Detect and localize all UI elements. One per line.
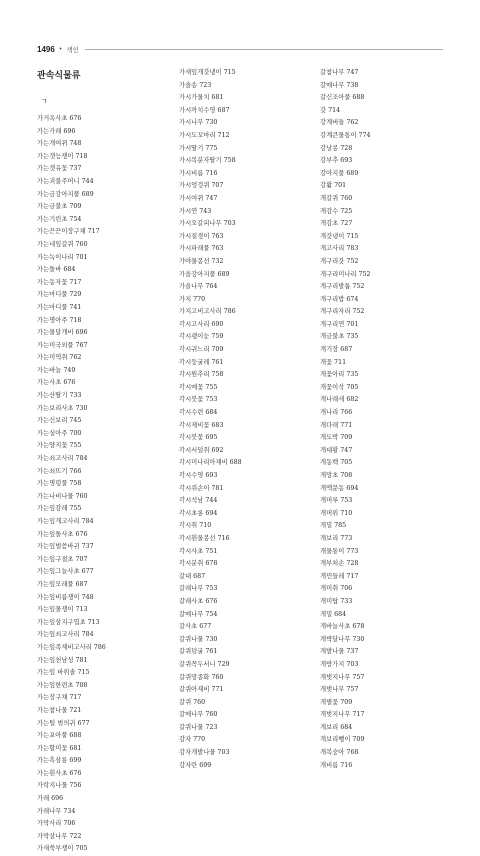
index-entry: 가을강아지풀 689 bbox=[179, 270, 230, 278]
index-entry: 가는잎쇠고사리 784 bbox=[37, 631, 94, 639]
index-entry: 개꽃아리 735 bbox=[320, 371, 359, 379]
index-entry: 개도박 709 bbox=[320, 434, 353, 442]
index-column-3 bbox=[320, 67, 371, 772]
index-entry: 개보리 684 bbox=[320, 723, 353, 731]
index-entry: 가는털 범의귀 677 bbox=[37, 719, 90, 727]
index-entry: 가는개여뀌 748 bbox=[37, 140, 82, 148]
index-entry: 가거옥사초 676 bbox=[37, 115, 82, 122]
index-entry: 가락지나물 756 bbox=[37, 782, 82, 790]
index-entry: 가는잎감래 755 bbox=[37, 505, 82, 513]
index-entry: 개망초 708 bbox=[320, 472, 353, 479]
index-entry: 갈래나무 753 bbox=[179, 585, 218, 593]
index-column-1 bbox=[37, 113, 106, 856]
index-entry: 가지 770 bbox=[179, 295, 206, 303]
index-entry: 개다래 771 bbox=[320, 421, 353, 429]
index-entry: 각시괭이눈 759 bbox=[179, 333, 224, 341]
index-entry: 각시분취 678 bbox=[179, 560, 218, 568]
index-entry: 가는녹이나리 701 bbox=[37, 253, 88, 261]
index-entry: 갈래사초 676 bbox=[179, 597, 218, 605]
index-entry: 개구리갓 752 bbox=[320, 257, 359, 265]
header-bullet: • bbox=[58, 45, 63, 53]
index-entry: 감자개발나물 703 bbox=[179, 749, 230, 757]
index-entry: 갈퀴 760 bbox=[179, 698, 206, 706]
index-entry: 개고사리 783 bbox=[320, 245, 359, 253]
index-entry: 개기장 687 bbox=[320, 346, 353, 354]
index-entry: 가시딸기 775 bbox=[179, 144, 218, 152]
index-entry: 감자란 699 bbox=[179, 761, 212, 769]
index-entry: 개꽃 711 bbox=[320, 358, 347, 366]
index-entry: 갓 714 bbox=[320, 106, 341, 114]
index-entry: 각시원추리 758 bbox=[179, 371, 224, 379]
index-entry: 가는미국외풀 767 bbox=[37, 341, 88, 349]
index-entry: 가는사초 676 bbox=[37, 379, 76, 387]
index-entry: 각시초롱 694 bbox=[179, 509, 218, 517]
index-entry: 각시사초 751 bbox=[179, 547, 218, 555]
index-entry: 갈퀴꼭두서니 729 bbox=[179, 660, 230, 668]
index-entry: 개바늘사초 678 bbox=[320, 623, 365, 631]
section-name: 색인 bbox=[66, 45, 79, 54]
index-entry: 갈매나무 738 bbox=[320, 81, 359, 89]
index-entry: 가는나비나물 760 bbox=[37, 492, 88, 500]
index-entry: 가는쇠뜨기 766 bbox=[37, 467, 82, 475]
index-entry: 가는기린초 754 bbox=[37, 215, 82, 223]
index-entry: 가는금불초 709 bbox=[37, 203, 82, 211]
index-entry: 각시수영 693 bbox=[179, 472, 218, 479]
index-entry: 개보리뺑이 709 bbox=[320, 736, 365, 744]
index-entry: 개발나물 737 bbox=[320, 648, 359, 656]
index-entry: 각시수련 684 bbox=[179, 409, 218, 417]
index-entry: 가는잎족제비고사리 786 bbox=[37, 643, 106, 651]
index-entry: 가는동자꽃 717 bbox=[37, 278, 82, 286]
index-entry: 가시나무 730 bbox=[179, 119, 218, 127]
index-entry: 가는산딸기 733 bbox=[37, 392, 82, 400]
index-entry: 가시까치수영 687 bbox=[179, 106, 230, 114]
index-entry: 개구리발톱 752 bbox=[320, 283, 365, 291]
index-entry: 각시제비꽃 683 bbox=[179, 421, 224, 429]
index-entry: 가시가물치 681 bbox=[179, 94, 224, 102]
index-entry: 강부추 693 bbox=[320, 157, 353, 165]
index-entry: 가솔송 723 bbox=[179, 81, 212, 89]
index-entry: 가는쇠고사리 784 bbox=[37, 455, 88, 463]
index-entry: 개나리 766 bbox=[320, 409, 353, 417]
index-entry: 개복숭아 768 bbox=[320, 749, 359, 757]
index-entry: 가래 696 bbox=[37, 795, 64, 803]
index-entry: 가막살나무 722 bbox=[37, 832, 82, 840]
index-entry: 가새쑥부쟁이 705 bbox=[37, 845, 88, 853]
index-entry: 개민들레 717 bbox=[320, 572, 359, 580]
index-title: 관속식물류 bbox=[37, 71, 81, 81]
index-entry: 각시귀느리 709 bbox=[179, 346, 224, 354]
index-entry: 가는끈끈이장구채 717 bbox=[37, 228, 100, 236]
index-entry: 가는잎물쟁이 713 bbox=[37, 606, 88, 614]
index-entry: 가는신보리 745 bbox=[37, 417, 82, 425]
index-entry: 가는물달개비 696 bbox=[37, 329, 88, 337]
index-entry: 가시비름 716 bbox=[179, 169, 218, 177]
index-entry: 개갈퀴 760 bbox=[320, 194, 353, 202]
index-entry: 강활 701 bbox=[320, 182, 347, 190]
index-entry: 가시연 743 bbox=[179, 207, 212, 215]
index-entry: 가는포아풀 688 bbox=[37, 732, 82, 740]
index-entry: 각시붓꽃 695 bbox=[179, 434, 218, 442]
index-entry: 개구리밥 674 bbox=[320, 295, 359, 303]
index-entry: 가는바늘 749 bbox=[37, 366, 76, 374]
index-entry: 개감수 725 bbox=[320, 207, 353, 215]
index-entry: 각시석남 744 bbox=[179, 497, 218, 505]
index-entry: 강아지풀 689 bbox=[320, 169, 359, 177]
index-entry: 개구리자리 752 bbox=[320, 308, 365, 316]
index-entry: 가는괴불주머니 744 bbox=[37, 177, 94, 185]
index-entry: 갈신조아풀 688 bbox=[320, 94, 365, 102]
index-entry: 가는잎삼지구엽초 713 bbox=[37, 618, 100, 626]
index-entry: 가는명령풀 758 bbox=[37, 480, 82, 488]
index-entry: 갈퀴망종화 760 bbox=[179, 673, 224, 681]
index-entry: 각시서덜취 692 bbox=[179, 446, 224, 454]
index-entry: 가는금강아지풀 689 bbox=[37, 190, 94, 198]
section-letter: ㄱ bbox=[40, 97, 48, 106]
index-entry: 가래나무 734 bbox=[37, 807, 76, 815]
index-entry: 개물통이 773 bbox=[320, 547, 359, 555]
index-entry: 개보리 773 bbox=[320, 534, 353, 542]
index-entry: 가야물봉선 732 bbox=[179, 257, 224, 265]
index-entry: 가시여뀌 747 bbox=[179, 194, 218, 202]
index-entry: 개나래새 682 bbox=[320, 396, 359, 404]
index-entry: 각시붓꽃 753 bbox=[179, 396, 218, 404]
index-entry: 가는양지꽃 755 bbox=[37, 442, 82, 450]
index-entry: 가는장구채 717 bbox=[37, 694, 82, 702]
index-entry: 갈사초 677 bbox=[179, 623, 212, 631]
index-entry: 각시취 710 bbox=[179, 522, 212, 530]
index-entry: 개맥문동 694 bbox=[320, 484, 359, 492]
index-entry: 가는실아주 700 bbox=[37, 429, 82, 437]
index-entry: 개벚나무 757 bbox=[320, 686, 359, 694]
index-entry: 가는명아주 718 bbox=[37, 316, 82, 324]
index-entry: 각시둥굴레 761 bbox=[179, 358, 224, 366]
index-entry: 개별꽃 709 bbox=[320, 698, 353, 706]
index-entry: 가시복분자딸기 758 bbox=[179, 157, 236, 165]
index-entry: 가는돌바 684 bbox=[37, 266, 76, 274]
index-entry: 갈매나무 754 bbox=[179, 610, 218, 618]
index-entry: 가는미역취 762 bbox=[37, 354, 82, 362]
index-entry: 가시질경이 763 bbox=[179, 232, 224, 240]
index-entry: 가는참나물 721 bbox=[37, 706, 82, 714]
index-entry: 각시쥐손이 781 bbox=[179, 484, 224, 492]
index-column-2 bbox=[179, 67, 242, 772]
index-entry: 갈대 687 bbox=[179, 572, 206, 580]
index-entry: 가는마디풀 729 bbox=[37, 291, 82, 299]
index-entry: 개벚지나무 717 bbox=[320, 711, 365, 719]
index-entry: 가는잎개고사리 784 bbox=[37, 518, 94, 525]
index-entry: 개금불초 735 bbox=[320, 333, 359, 341]
index-entry: 가는잎비름쟁이 748 bbox=[37, 593, 94, 601]
page-header bbox=[37, 43, 443, 55]
index-entry: 가는보리사초 730 bbox=[37, 404, 88, 412]
index-entry: 가는갯유꽃 737 bbox=[37, 165, 82, 173]
index-entry: 개박달나무 730 bbox=[320, 635, 365, 643]
index-entry: 가는마디풀 741 bbox=[37, 303, 82, 311]
index-entry: 개동백 705 bbox=[320, 459, 353, 467]
index-entry: 개밀 684 bbox=[320, 610, 347, 618]
index-entry: 개머위 710 bbox=[320, 509, 353, 517]
index-entry: 가는잎구절초 707 bbox=[37, 555, 88, 563]
index-entry: 개방가지 703 bbox=[320, 660, 359, 668]
index-entry: 개꽃이삭 705 bbox=[320, 383, 359, 391]
index-entry: 가는잎돌사초 676 bbox=[37, 530, 88, 538]
index-entry: 갈퀴아재비 771 bbox=[179, 686, 224, 694]
index-entry: 가는잎모래풀 687 bbox=[37, 580, 88, 588]
index-entry: 개부처손 728 bbox=[320, 560, 359, 568]
page-number: 1496 bbox=[37, 44, 55, 54]
index-entry: 가는네잎갈퀴 760 bbox=[37, 240, 88, 248]
index-entry: 개구리미나리 752 bbox=[320, 270, 371, 278]
index-entry: 가막사리 706 bbox=[37, 820, 76, 828]
index-entry: 가지고비고사리 786 bbox=[179, 308, 236, 316]
index-entry: 가는흑삼릉 699 bbox=[37, 757, 82, 765]
index-entry: 개대황 747 bbox=[320, 446, 353, 454]
index-entry: 감자 770 bbox=[179, 736, 206, 744]
index-entry: 개비름 716 bbox=[320, 761, 353, 769]
index-entry: 갈매나무 760 bbox=[179, 711, 218, 719]
index-entry: 가시파래풀 763 bbox=[179, 245, 224, 253]
index-entry: 각시흰물봉선 716 bbox=[179, 534, 230, 542]
index-entry: 개미취 706 bbox=[320, 585, 353, 593]
index-entry: 가시오갈피나무 703 bbox=[179, 220, 236, 228]
index-entry: 개밀 785 bbox=[320, 522, 347, 530]
index-entry: 갈참나무 747 bbox=[320, 69, 359, 76]
index-entry: 가는잎벌씀바귀 737 bbox=[37, 543, 94, 551]
index-entry: 가는잎 바위솔 715 bbox=[37, 669, 90, 677]
index-entry: 강계큰물통이 774 bbox=[320, 131, 371, 139]
index-entry: 가는잎천남성 781 bbox=[37, 656, 88, 664]
index-entry: 개감초 727 bbox=[320, 220, 353, 228]
index-entry: 갈퀴덩굴 761 bbox=[179, 648, 218, 656]
index-entry: 가시엉겅퀴 707 bbox=[179, 182, 224, 190]
index-entry: 가는갯능쟁이 718 bbox=[37, 152, 88, 160]
index-entry: 개미탑 733 bbox=[320, 597, 353, 605]
index-entry: 개벚지나무 757 bbox=[320, 673, 365, 681]
index-entry: 가는할미꽃 681 bbox=[37, 744, 82, 752]
index-entry: 갈퀴나물 723 bbox=[179, 723, 218, 731]
index-entry: 가시도꼬마리 712 bbox=[179, 131, 230, 139]
header-rule bbox=[85, 49, 443, 50]
index-entry: 개머루 753 bbox=[320, 497, 353, 505]
index-entry: 각시미나리아재비 688 bbox=[179, 459, 242, 467]
index-entry: 각시메꽃 755 bbox=[179, 383, 218, 391]
index-entry: 가는잎그늘사초 677 bbox=[37, 568, 94, 576]
index-entry: 가는흰사초 676 bbox=[37, 769, 82, 777]
index-entry: 강계버들 762 bbox=[320, 119, 359, 127]
index-entry: 갈퀴나물 730 bbox=[179, 635, 218, 643]
index-entry: 개갓냉이 715 bbox=[320, 232, 359, 240]
index-entry: 가는가래 696 bbox=[37, 127, 76, 135]
index-entry: 각시고사리 690 bbox=[179, 320, 224, 328]
index-entry: 가는잎한련초 708 bbox=[37, 681, 88, 689]
index-entry: 가새잎개갓냉이 715 bbox=[179, 69, 236, 76]
index-entry: 가을나무 764 bbox=[179, 283, 218, 291]
index-entry: 강낭콩 728 bbox=[320, 144, 353, 152]
index-entry: 개구리연 701 bbox=[320, 320, 359, 328]
